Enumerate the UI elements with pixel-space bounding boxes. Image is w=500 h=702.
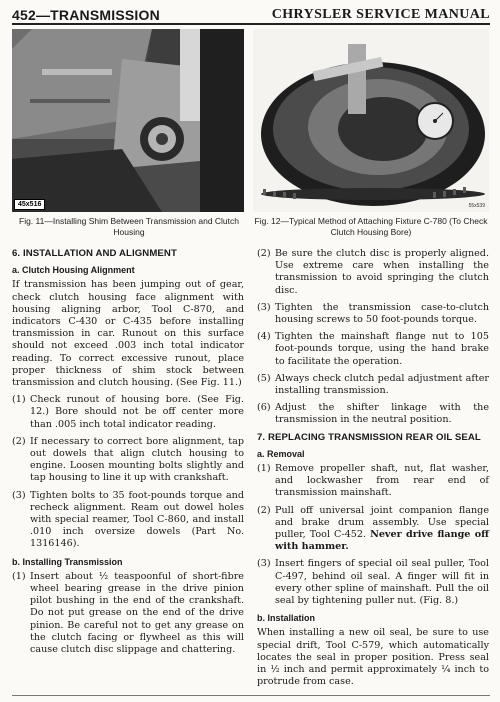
list-item: [12, 490, 244, 551]
list-item: [12, 394, 244, 431]
subsection-b-title: b. Installing Transmission: [12, 556, 123, 567]
section-7-title: 7. REPLACING TRANSMISSION REAR OIL SEAL: [257, 431, 481, 443]
installation-paragraph: When installing a new oil seal, be sure to use special drift, Tool C-579, which automatically locates the seal in proper position. Press seal in ½ inch and permit approximately ¼ inch to protrude from case.: [257, 627, 489, 688]
intro-paragraph: If transmission has been jumping out of gear, check clutch housing face alignment with housing aligning arbor, Tool C-870, and indicators C-430 or C-435 before installing transmission in car. Runout on this surface should not exceed .003 inch total indicator reading. To correct excessive runout, place proper thickness of shim stock between transmission and clutch housing. (See Fig. 11.): [12, 279, 244, 389]
figure-12-illustration: [253, 29, 489, 212]
item-number: (3): [12, 489, 26, 501]
right-column: [257, 248, 489, 694]
subsection-a-title: a. Clutch Housing Alignment: [12, 265, 135, 276]
list-item: [12, 436, 244, 485]
item-text: Insert fingers of special oil seal puller, Tool C-497, behind oil seal. A finger will fit in every other spline of mainshaft. Pull the oil seal by tightening puller nut. (Fig. 8.): [275, 558, 489, 607]
item-number: (2): [12, 435, 26, 447]
item-number: (6): [257, 402, 271, 414]
list-item: [257, 463, 489, 500]
figure-11-number: 45x516: [14, 199, 45, 210]
page-header: [12, 3, 490, 23]
item-number: (5): [257, 372, 271, 384]
list-item: [257, 331, 489, 368]
item-text-warning: Never drive flange off with hammer.: [275, 529, 489, 553]
subsection-a-title: a. Removal: [257, 448, 305, 459]
item-text: Always check clutch pedal adjustment after installing transmission.: [275, 372, 489, 397]
item-number: (2): [257, 504, 271, 516]
list-item: [257, 248, 489, 297]
figure-11-caption: Fig. 11—Installing Shim Between Transmission and Clutch Housing: [19, 216, 239, 237]
item-text: If necessary to correct bore alignment, tap out dowels that align clutch housing to engine. Loosen mounting bolts slightly and tap housing to line it up with crankshaft.: [30, 435, 244, 484]
subsection-b-title: b. Installation: [257, 613, 316, 624]
figure-11-illustration: [12, 29, 244, 212]
item-text: Tighten bolts to 35 foot-pounds torque and recheck alignment. Ream out dowel holes with special reamer, Tool C-860, and install .010 inch oversize dowels (Part No. 1316146).: [30, 489, 244, 550]
item-number: (4): [257, 331, 271, 343]
footer-rule: [12, 695, 490, 696]
item-number: (1): [257, 463, 271, 475]
figure-12-photo: [253, 29, 489, 212]
item-number: (3): [257, 301, 271, 313]
item-text: Adjust the shifter linkage with the transmission in the neutral position.: [275, 402, 489, 426]
list-item: [257, 558, 489, 607]
figure-12-number: 55x539: [468, 203, 485, 209]
item-text: Tighten the mainshaft flange nut to 105 foot-pounds torque, using the hand brake to facilitate the operation.: [275, 331, 489, 367]
item-text-regular: Pull off universal joint companion flange and brake drum assembly. Use special puller, Tool C-452.: [275, 504, 489, 541]
item-text: [275, 505, 489, 554]
item-text: Be sure the clutch disc is properly aligned. Use extreme care when installing the transmission to avoid springing the clutch disc.: [275, 248, 489, 296]
item-number: (3): [257, 558, 271, 570]
left-column: [12, 248, 244, 661]
item-text: Remove propeller shaft, nut, flat washer, and lockwasher from rear end of transmission mainshaft.: [275, 463, 489, 499]
header-rule: [12, 23, 490, 25]
manual-title: CHRYSLER SERVICE MANUAL: [271, 7, 490, 22]
list-item: [257, 402, 489, 426]
item-text: Tighten the transmission case-to-clutch housing screws to 50 foot-pounds torque.: [275, 301, 489, 326]
list-item: [257, 373, 489, 397]
list-item: [257, 505, 489, 554]
item-text: Insert about ½ teaspoonful of short-fibre wheel bearing grease in the drive pinion pilot bushing in the end of the crankshaft. Do not put grease on the end of the drive pinion. Be careful not to get any grease on the clutch facing or flywheel as this will cause clutch disc slippage and chattering.: [30, 570, 244, 656]
page-number-section: 452—TRANSMISSION: [12, 7, 160, 23]
list-item: [12, 571, 244, 656]
section-6-title: 6. INSTALLATION AND ALIGNMENT: [12, 248, 177, 259]
item-number: (1): [12, 394, 26, 406]
figure-12-caption: Fig. 12—Typical Method of Attaching Fixture C-780 (To Check Clutch Housing Bore): [254, 216, 488, 237]
item-text: Check runout of housing bore. (See Fig. 12.) Bore should not be off center more than .005 inch total indicator reading.: [30, 394, 244, 430]
item-number: (2): [257, 248, 271, 259]
figure-11-photo: [12, 29, 244, 212]
list-item: [257, 302, 489, 326]
item-number: (1): [12, 570, 26, 582]
